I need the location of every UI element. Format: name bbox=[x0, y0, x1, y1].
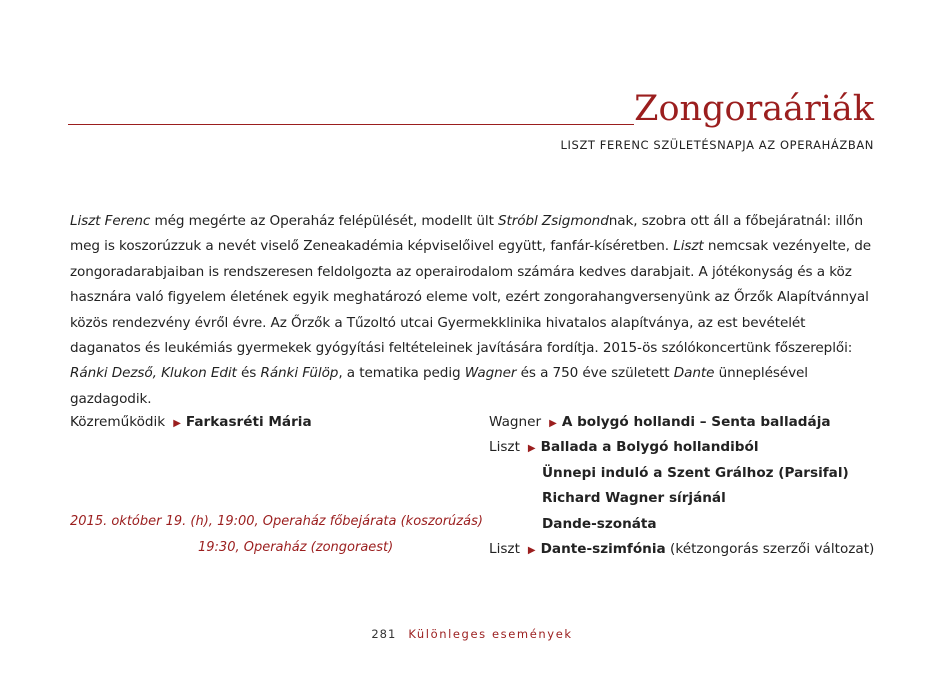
text-span: , a tematika pedig bbox=[338, 365, 465, 382]
work-note: (kétzongorás szerzői változat) bbox=[665, 540, 875, 557]
name-dante: Dante bbox=[673, 365, 715, 382]
page-title: Zongoraáriák bbox=[634, 89, 874, 129]
work-title: Ballada a Bolygó hollandiból bbox=[540, 439, 759, 456]
schedule-line-1: 2015. október 19. (h), 19:00, Operaház főbejárata (koszorúzás) bbox=[70, 514, 483, 529]
work-title: Ünnepi induló a Szent Grálhoz (Parsifal) bbox=[542, 464, 849, 481]
section-name: Különleges események bbox=[408, 627, 573, 641]
play-arrow-icon: ▶ bbox=[173, 418, 181, 429]
play-arrow-icon: ▶ bbox=[527, 544, 536, 556]
program-list bbox=[489, 410, 909, 562]
text-span: nak, szobra ott áll a főbejáratnál: illőn meg is koszorúzzuk a nevét viselő Zeneakadémia képviselőivel együtt, fanfár-kíséretben. bbox=[70, 213, 863, 255]
text-span: és bbox=[236, 365, 261, 382]
composer-label: Wagner bbox=[489, 414, 542, 430]
text-span: még megérte az Operaház felépülését, modellt ült bbox=[150, 213, 499, 229]
page-footer bbox=[0, 627, 944, 641]
title-rule bbox=[68, 124, 634, 125]
composer-label: Liszt bbox=[489, 540, 520, 557]
program-row bbox=[489, 486, 909, 511]
program-row bbox=[489, 410, 909, 435]
work-title: Dante-szimfónia bbox=[540, 540, 666, 557]
work-title: Richard Wagner sírjánál bbox=[542, 490, 726, 507]
play-arrow-icon: ▶ bbox=[527, 443, 536, 455]
text-span: ünneplésével gazdagodik. bbox=[70, 365, 808, 407]
performer-label: Közreműködik bbox=[70, 414, 166, 430]
page-number: 281 bbox=[371, 627, 397, 641]
performer-row bbox=[70, 410, 470, 435]
page-subtitle: LISZT FERENC SZÜLETÉSNAPJA AZ OPERAHÁZBAN bbox=[560, 138, 874, 152]
program-row bbox=[489, 537, 909, 562]
name-strobl: Stróbl Zsigmond bbox=[498, 213, 609, 229]
name-wagner: Wagner bbox=[464, 365, 517, 382]
name-liszt: Liszt bbox=[673, 238, 704, 255]
program-row bbox=[489, 461, 909, 486]
play-arrow-icon: ▶ bbox=[549, 418, 557, 429]
name-liszt: Liszt Ferenc bbox=[70, 213, 151, 229]
work-title: Dande-szonáta bbox=[542, 515, 657, 532]
program-row bbox=[489, 435, 909, 460]
composer-label: Liszt bbox=[489, 439, 520, 456]
program-row bbox=[489, 512, 909, 537]
name-klukon-edit: Klukon Edit bbox=[161, 365, 237, 382]
performer-name: Farkasréti Mária bbox=[185, 414, 312, 430]
text-span: nemcsak vezényelte, de zongoradarabjaiban is rendszeresen feldolgozta az operairodalom számára kedves darabjait. A jótékonyság és a köz hasznára való figyelem életének egyik meghatározó eleme volt, ezért zongorahangversenyünk az Őrzők Alapítvánnyal közös rendezvény évről évre. Az Őrzők a Tűzoltó utcai Gyermekklinika hivatalos alapítványa, az est bevételét daganatos és leukémiás gyermekek gyógyítási feltételeinek javítására fordítja. 2015-ös szólókoncertünk főszereplői: bbox=[70, 238, 871, 357]
description-paragraph bbox=[70, 209, 880, 412]
performers-block bbox=[70, 410, 470, 435]
work-title: A bolygó hollandi – Senta balladája bbox=[561, 414, 831, 430]
schedule-line-2: 19:30, Operaház (zongoraest) bbox=[198, 540, 394, 555]
name-ranki-dezso: Ránki Dezső, bbox=[70, 365, 157, 382]
name-ranki-fulop: Ránki Fülöp bbox=[260, 365, 339, 382]
text-span: és a 750 éve született bbox=[516, 365, 674, 382]
